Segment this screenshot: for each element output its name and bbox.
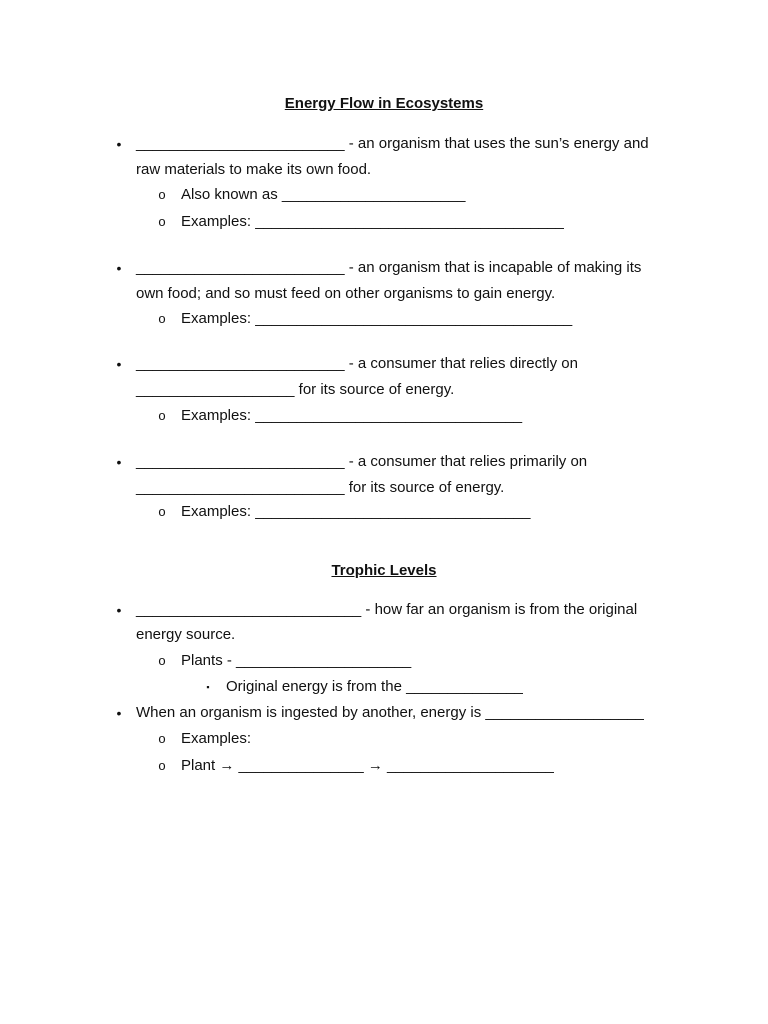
item-text-line2: energy source. (136, 626, 236, 643)
item-text-line1: _________________________ - an organism that is incapable of making its (136, 259, 642, 276)
sub-item-text: Examples: _________________________________ (181, 503, 531, 520)
sub-bullet-icon: o (158, 408, 166, 423)
bullet-icon: • (116, 260, 122, 276)
bullet-icon: • (116, 602, 122, 618)
item-text-line1: When an organism is ingested by another, energy is ___________________ (136, 704, 644, 721)
sub-bullet-icon: o (158, 758, 166, 773)
square-bullet-icon: ▪ (206, 682, 210, 692)
sub-item-text: Plants - _____________________ (181, 652, 412, 669)
sub-item-text: Examples: _____________________________________ (181, 213, 564, 230)
sub-bullet-icon: o (158, 214, 166, 229)
section-title-energy-flow: Energy Flow in Ecosystems (284, 95, 484, 112)
sub-bullet-icon: o (158, 187, 166, 202)
sub-bullet-icon: o (158, 504, 166, 519)
bullet-icon: • (116, 705, 122, 721)
bullet-icon: • (116, 136, 122, 152)
item-text-line2: ___________________ for its source of energy. (136, 381, 455, 398)
item-text-line1: _________________________ - a consumer that relies directly on (136, 355, 578, 372)
item-text-line1: _________________________ - an organism that uses the sun’s energy and (136, 135, 649, 152)
item-text-line1: _________________________ - a consumer that relies primarily on (136, 453, 588, 470)
sub-item-text: Examples: (181, 730, 252, 747)
sub-bullet-icon: o (158, 311, 166, 326)
section-title-trophic-levels: Trophic Levels (331, 562, 437, 579)
sub-item-text: Also known as ______________________ (181, 186, 466, 203)
item-text-line2: own food; and so must feed on other organisms to gain energy. (136, 285, 556, 302)
sub-bullet-icon: o (158, 731, 166, 746)
item-text-line1: ___________________________ - how far an organism is from the original (136, 601, 638, 618)
item-text-line2: raw materials to make its own food. (136, 161, 372, 178)
sub-bullet-icon: o (158, 653, 166, 668)
item-text-line2: _________________________ for its source of energy. (136, 479, 505, 496)
bullet-icon: • (116, 356, 122, 372)
sub-item-text: Examples: ______________________________________ (181, 310, 573, 327)
sub-item-text: Examples: ________________________________ (181, 407, 523, 424)
bullet-icon: • (116, 454, 122, 470)
sub-item-text-food-chain: Plant → _______________ → ____________________ (181, 757, 554, 774)
sub-sub-item-text: Original energy is from the ______________ (226, 678, 523, 695)
